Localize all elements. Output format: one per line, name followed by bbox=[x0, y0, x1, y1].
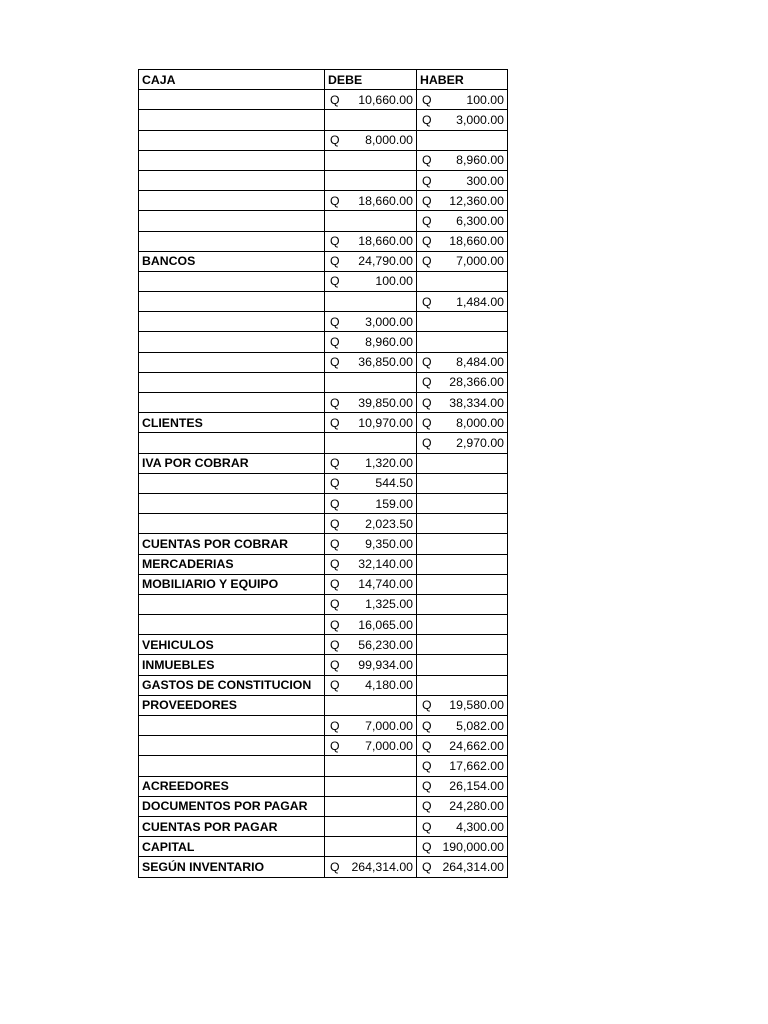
haber-cell bbox=[417, 150, 508, 170]
debe-cell bbox=[325, 211, 417, 231]
table-row bbox=[139, 655, 508, 675]
haber-cell bbox=[417, 675, 508, 695]
debe-cell bbox=[325, 534, 417, 554]
debe-amount: 7,000.00 bbox=[365, 738, 413, 753]
account-name bbox=[139, 352, 325, 372]
haber-cell bbox=[417, 816, 508, 836]
debe-amount: 18,660.00 bbox=[358, 193, 413, 208]
haber-amount: 7,000.00 bbox=[456, 254, 504, 269]
haber-cell bbox=[417, 493, 508, 513]
account-name bbox=[139, 110, 325, 130]
debe-cell bbox=[325, 453, 417, 473]
currency-symbol: Q bbox=[330, 859, 340, 874]
haber-cell bbox=[417, 170, 508, 190]
currency-symbol: Q bbox=[330, 516, 340, 531]
debe-cell bbox=[325, 130, 417, 150]
account-name: GASTOS DE CONSTITUCION bbox=[139, 675, 325, 695]
debe-amount: 10,970.00 bbox=[358, 415, 413, 430]
account-name: VEHICULOS bbox=[139, 635, 325, 655]
currency-symbol: Q bbox=[422, 153, 432, 168]
haber-cell bbox=[417, 393, 508, 413]
haber-cell bbox=[417, 796, 508, 816]
account-name: INMUEBLES bbox=[139, 655, 325, 675]
account-name: BANCOS bbox=[139, 251, 325, 271]
table-row bbox=[139, 352, 508, 372]
debe-cell bbox=[325, 271, 417, 291]
haber-cell bbox=[417, 211, 508, 231]
debe-cell bbox=[325, 655, 417, 675]
debe-cell bbox=[325, 554, 417, 574]
currency-symbol: Q bbox=[422, 435, 432, 450]
ledger-body bbox=[139, 90, 508, 877]
account-name bbox=[139, 211, 325, 231]
debe-amount: 39,850.00 bbox=[358, 395, 413, 410]
currency-symbol: Q bbox=[422, 799, 432, 814]
table-row bbox=[139, 816, 508, 836]
debe-amount: 1,325.00 bbox=[365, 597, 413, 612]
account-name: CLIENTES bbox=[139, 413, 325, 433]
table-row bbox=[139, 534, 508, 554]
account-name: MERCADERIAS bbox=[139, 554, 325, 574]
table-row bbox=[139, 857, 508, 877]
currency-symbol: Q bbox=[330, 476, 340, 491]
account-name bbox=[139, 90, 325, 110]
haber-amount: 17,662.00 bbox=[449, 758, 504, 773]
table-row bbox=[139, 837, 508, 857]
currency-symbol: Q bbox=[330, 617, 340, 632]
currency-symbol: Q bbox=[330, 415, 340, 430]
currency-symbol: Q bbox=[422, 738, 432, 753]
account-name bbox=[139, 292, 325, 312]
account-name bbox=[139, 473, 325, 493]
currency-symbol: Q bbox=[330, 718, 340, 733]
debe-cell bbox=[325, 372, 417, 392]
currency-symbol: Q bbox=[422, 839, 432, 854]
currency-symbol: Q bbox=[330, 637, 340, 652]
table-row bbox=[139, 473, 508, 493]
header-row bbox=[139, 70, 508, 90]
currency-symbol: Q bbox=[422, 758, 432, 773]
table-row bbox=[139, 716, 508, 736]
currency-symbol: Q bbox=[422, 173, 432, 188]
account-name: MOBILIARIO Y EQUIPO bbox=[139, 574, 325, 594]
haber-cell bbox=[417, 110, 508, 130]
account-name bbox=[139, 130, 325, 150]
currency-symbol: Q bbox=[422, 254, 432, 269]
haber-amount: 2,970.00 bbox=[456, 435, 504, 450]
debe-cell bbox=[325, 857, 417, 877]
debe-amount: 36,850.00 bbox=[358, 355, 413, 370]
table-row bbox=[139, 292, 508, 312]
currency-symbol: Q bbox=[330, 456, 340, 471]
currency-symbol: Q bbox=[422, 698, 432, 713]
currency-symbol: Q bbox=[330, 234, 340, 249]
table-row bbox=[139, 90, 508, 110]
debe-amount: 544.50 bbox=[375, 476, 413, 491]
debe-cell bbox=[325, 756, 417, 776]
currency-symbol: Q bbox=[422, 375, 432, 390]
debe-cell bbox=[325, 332, 417, 352]
account-name: CUENTAS POR COBRAR bbox=[139, 534, 325, 554]
haber-amount: 300.00 bbox=[466, 173, 504, 188]
account-name bbox=[139, 393, 325, 413]
account-name bbox=[139, 514, 325, 534]
table-row bbox=[139, 554, 508, 574]
haber-cell bbox=[417, 655, 508, 675]
haber-cell bbox=[417, 473, 508, 493]
header-debe: DEBE bbox=[325, 70, 417, 90]
table-row bbox=[139, 271, 508, 291]
haber-cell bbox=[417, 554, 508, 574]
haber-cell bbox=[417, 534, 508, 554]
debe-amount: 32,140.00 bbox=[358, 557, 413, 572]
haber-cell bbox=[417, 312, 508, 332]
haber-cell bbox=[417, 433, 508, 453]
account-name: IVA POR COBRAR bbox=[139, 453, 325, 473]
haber-cell bbox=[417, 413, 508, 433]
debe-amount: 7,000.00 bbox=[365, 718, 413, 733]
haber-cell bbox=[417, 736, 508, 756]
account-name bbox=[139, 231, 325, 251]
debe-amount: 2,023.50 bbox=[365, 516, 413, 531]
debe-amount: 264,314.00 bbox=[351, 859, 413, 874]
account-name: ACREEDORES bbox=[139, 776, 325, 796]
debe-cell bbox=[325, 191, 417, 211]
account-name: DOCUMENTOS POR PAGAR bbox=[139, 796, 325, 816]
debe-amount: 16,065.00 bbox=[358, 617, 413, 632]
currency-symbol: Q bbox=[422, 779, 432, 794]
debe-cell bbox=[325, 433, 417, 453]
table-row bbox=[139, 413, 508, 433]
haber-cell bbox=[417, 574, 508, 594]
debe-cell bbox=[325, 776, 417, 796]
debe-cell bbox=[325, 736, 417, 756]
debe-amount: 159.00 bbox=[375, 496, 413, 511]
haber-cell bbox=[417, 90, 508, 110]
table-row bbox=[139, 251, 508, 271]
account-name bbox=[139, 433, 325, 453]
debe-cell bbox=[325, 837, 417, 857]
currency-symbol: Q bbox=[330, 133, 340, 148]
account-name bbox=[139, 493, 325, 513]
debe-cell bbox=[325, 413, 417, 433]
currency-symbol: Q bbox=[330, 738, 340, 753]
debe-amount: 24,790.00 bbox=[358, 254, 413, 269]
debe-amount: 56,230.00 bbox=[358, 637, 413, 652]
debe-cell bbox=[325, 352, 417, 372]
table-row bbox=[139, 736, 508, 756]
table-row bbox=[139, 493, 508, 513]
account-name: SEGÚN INVENTARIO bbox=[139, 857, 325, 877]
table-row bbox=[139, 433, 508, 453]
haber-cell bbox=[417, 191, 508, 211]
account-name bbox=[139, 191, 325, 211]
currency-symbol: Q bbox=[330, 577, 340, 592]
debe-cell bbox=[325, 594, 417, 614]
table-row bbox=[139, 231, 508, 251]
haber-amount: 5,082.00 bbox=[456, 718, 504, 733]
debe-amount: 8,000.00 bbox=[365, 133, 413, 148]
currency-symbol: Q bbox=[422, 859, 432, 874]
haber-cell bbox=[417, 292, 508, 312]
table-row bbox=[139, 796, 508, 816]
debe-amount: 99,934.00 bbox=[358, 658, 413, 673]
haber-amount: 100.00 bbox=[466, 92, 504, 107]
haber-cell bbox=[417, 635, 508, 655]
account-name bbox=[139, 716, 325, 736]
header-account: CAJA bbox=[139, 70, 325, 90]
haber-amount: 19,580.00 bbox=[449, 698, 504, 713]
debe-cell bbox=[325, 615, 417, 635]
haber-cell bbox=[417, 514, 508, 534]
table-row bbox=[139, 150, 508, 170]
debe-cell bbox=[325, 574, 417, 594]
haber-cell bbox=[417, 332, 508, 352]
table-row bbox=[139, 393, 508, 413]
account-name bbox=[139, 372, 325, 392]
currency-symbol: Q bbox=[330, 678, 340, 693]
haber-cell bbox=[417, 453, 508, 473]
account-name: PROVEEDORES bbox=[139, 695, 325, 715]
haber-amount: 24,662.00 bbox=[449, 738, 504, 753]
debe-cell bbox=[325, 231, 417, 251]
header-haber: HABER bbox=[417, 70, 508, 90]
haber-cell bbox=[417, 372, 508, 392]
table-row bbox=[139, 191, 508, 211]
debe-cell bbox=[325, 493, 417, 513]
haber-amount: 28,366.00 bbox=[449, 375, 504, 390]
haber-amount: 18,660.00 bbox=[449, 234, 504, 249]
currency-symbol: Q bbox=[330, 355, 340, 370]
currency-symbol: Q bbox=[422, 395, 432, 410]
debe-amount: 3,000.00 bbox=[365, 314, 413, 329]
table-row bbox=[139, 776, 508, 796]
account-name bbox=[139, 756, 325, 776]
table-row bbox=[139, 635, 508, 655]
currency-symbol: Q bbox=[330, 335, 340, 350]
haber-cell bbox=[417, 231, 508, 251]
table-row bbox=[139, 514, 508, 534]
debe-amount: 9,350.00 bbox=[365, 536, 413, 551]
currency-symbol: Q bbox=[330, 597, 340, 612]
debe-amount: 10,660.00 bbox=[358, 92, 413, 107]
debe-cell bbox=[325, 150, 417, 170]
debe-amount: 14,740.00 bbox=[358, 577, 413, 592]
account-name bbox=[139, 271, 325, 291]
account-name bbox=[139, 312, 325, 332]
currency-symbol: Q bbox=[330, 92, 340, 107]
haber-amount: 24,280.00 bbox=[449, 799, 504, 814]
haber-cell bbox=[417, 615, 508, 635]
haber-amount: 1,484.00 bbox=[456, 294, 504, 309]
haber-cell bbox=[417, 352, 508, 372]
haber-cell bbox=[417, 251, 508, 271]
haber-amount: 190,000.00 bbox=[442, 839, 504, 854]
haber-cell bbox=[417, 756, 508, 776]
debe-cell bbox=[325, 695, 417, 715]
haber-cell bbox=[417, 857, 508, 877]
currency-symbol: Q bbox=[330, 658, 340, 673]
debe-cell bbox=[325, 292, 417, 312]
currency-symbol: Q bbox=[422, 718, 432, 733]
currency-symbol: Q bbox=[330, 395, 340, 410]
ledger-table bbox=[138, 69, 508, 878]
haber-amount: 8,960.00 bbox=[456, 153, 504, 168]
haber-cell bbox=[417, 776, 508, 796]
debe-amount: 100.00 bbox=[375, 274, 413, 289]
currency-symbol: Q bbox=[422, 294, 432, 309]
currency-symbol: Q bbox=[330, 314, 340, 329]
debe-cell bbox=[325, 796, 417, 816]
currency-symbol: Q bbox=[330, 557, 340, 572]
table-row bbox=[139, 372, 508, 392]
haber-cell bbox=[417, 594, 508, 614]
currency-symbol: Q bbox=[422, 355, 432, 370]
haber-cell bbox=[417, 271, 508, 291]
table-row bbox=[139, 453, 508, 473]
debe-cell bbox=[325, 675, 417, 695]
debe-cell bbox=[325, 514, 417, 534]
table-row bbox=[139, 130, 508, 150]
table-row bbox=[139, 574, 508, 594]
currency-symbol: Q bbox=[422, 234, 432, 249]
currency-symbol: Q bbox=[330, 536, 340, 551]
currency-symbol: Q bbox=[422, 92, 432, 107]
currency-symbol: Q bbox=[422, 193, 432, 208]
currency-symbol: Q bbox=[422, 415, 432, 430]
debe-amount: 4,180.00 bbox=[365, 678, 413, 693]
table-row bbox=[139, 332, 508, 352]
account-name bbox=[139, 736, 325, 756]
debe-amount: 8,960.00 bbox=[365, 335, 413, 350]
currency-symbol: Q bbox=[422, 819, 432, 834]
table-row bbox=[139, 170, 508, 190]
debe-cell bbox=[325, 635, 417, 655]
debe-cell bbox=[325, 312, 417, 332]
debe-cell bbox=[325, 393, 417, 413]
debe-cell bbox=[325, 90, 417, 110]
haber-amount: 264,314.00 bbox=[442, 859, 504, 874]
haber-cell bbox=[417, 716, 508, 736]
haber-amount: 26,154.00 bbox=[449, 779, 504, 794]
account-name: CAPITAL bbox=[139, 837, 325, 857]
table-row bbox=[139, 756, 508, 776]
account-name bbox=[139, 615, 325, 635]
haber-amount: 38,334.00 bbox=[449, 395, 504, 410]
table-row bbox=[139, 312, 508, 332]
debe-cell bbox=[325, 716, 417, 736]
haber-amount: 12,360.00 bbox=[449, 193, 504, 208]
currency-symbol: Q bbox=[422, 213, 432, 228]
haber-amount: 3,000.00 bbox=[456, 112, 504, 127]
account-name bbox=[139, 170, 325, 190]
haber-cell bbox=[417, 130, 508, 150]
currency-symbol: Q bbox=[330, 254, 340, 269]
account-name bbox=[139, 332, 325, 352]
account-name bbox=[139, 150, 325, 170]
debe-amount: 1,320.00 bbox=[365, 456, 413, 471]
table-row bbox=[139, 110, 508, 130]
haber-amount: 8,484.00 bbox=[456, 355, 504, 370]
haber-amount: 6,300.00 bbox=[456, 213, 504, 228]
debe-cell bbox=[325, 110, 417, 130]
debe-cell bbox=[325, 473, 417, 493]
account-name: CUENTAS POR PAGAR bbox=[139, 816, 325, 836]
currency-symbol: Q bbox=[330, 274, 340, 289]
haber-amount: 8,000.00 bbox=[456, 415, 504, 430]
currency-symbol: Q bbox=[422, 112, 432, 127]
haber-cell bbox=[417, 695, 508, 715]
table-row bbox=[139, 615, 508, 635]
debe-cell bbox=[325, 816, 417, 836]
debe-cell bbox=[325, 251, 417, 271]
table-row bbox=[139, 695, 508, 715]
debe-amount: 18,660.00 bbox=[358, 234, 413, 249]
currency-symbol: Q bbox=[330, 496, 340, 511]
haber-cell bbox=[417, 837, 508, 857]
debe-cell bbox=[325, 170, 417, 190]
table-row bbox=[139, 594, 508, 614]
currency-symbol: Q bbox=[330, 193, 340, 208]
account-name bbox=[139, 594, 325, 614]
table-row bbox=[139, 675, 508, 695]
table-row bbox=[139, 211, 508, 231]
haber-amount: 4,300.00 bbox=[456, 819, 504, 834]
